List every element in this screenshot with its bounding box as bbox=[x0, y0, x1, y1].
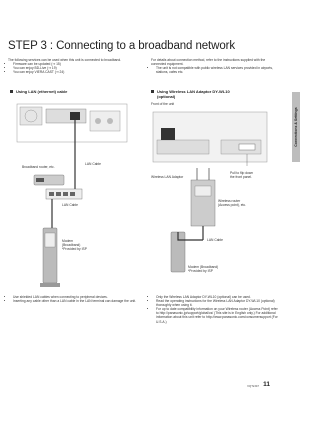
footer-left-notes bbox=[8, 295, 136, 303]
pull-label-2: the front panel. bbox=[230, 175, 252, 179]
router-label: Broadband router, etc. bbox=[22, 165, 55, 169]
intro-right-bullet: • The unit is not compatible with public wireless LAN services provided in airports, stations, cafes etc. bbox=[156, 66, 279, 74]
wireless-lan-adaptor-device bbox=[161, 128, 175, 140]
intro-left-bullet: • You can enjoy VIERA CAST (⇒ 24) bbox=[13, 70, 136, 74]
section-lan-heading-text: Using LAN (ethernet) cable bbox=[16, 89, 68, 94]
front-of-unit-label: Front of the unit bbox=[151, 102, 175, 106]
section-bullet-icon bbox=[151, 90, 154, 93]
section-wireless-heading-text: Using Wireless LAN Adaptor DY-WL10 bbox=[157, 89, 230, 94]
footer-right-note: • For up to date compatibility information on your Wireless router (Access Point) refer to http://panasonic.jp/support/global/cs/ (This site is in English only.) For additional information about this unit refer to http://www.panasonic.com/consumersupport (For U.S.A.) bbox=[156, 307, 279, 323]
wireless-adaptor-label: Wireless LAN Adaptor bbox=[151, 175, 184, 179]
footer-right-notes bbox=[151, 295, 279, 324]
modem-label: Modem bbox=[62, 239, 73, 243]
section-lan-heading bbox=[10, 90, 67, 95]
section-wireless-heading bbox=[151, 90, 230, 99]
page-number: 11 bbox=[263, 381, 270, 388]
page-code: VQT2J47 bbox=[247, 384, 259, 388]
section-bullet-icon bbox=[10, 90, 13, 93]
lan-cable-top-label: LAN Cable bbox=[85, 162, 101, 166]
pull-label: Pull to flip down bbox=[230, 171, 254, 175]
intro-left bbox=[8, 58, 136, 74]
modem-sub-label: (Broadband) bbox=[62, 243, 81, 247]
sidebar-label: Connections & Settings bbox=[294, 107, 298, 147]
wireless-connection-diagram bbox=[151, 110, 269, 275]
footer-right-note: • Only the Wireless LAN Adaptor DY-WL10 (optional) can be used. bbox=[156, 295, 279, 299]
modem-isp-label: *Provided by ISP bbox=[62, 247, 87, 251]
rear-panel-fan bbox=[20, 107, 42, 125]
footer-right-note: • Read the operating instructions for the Wireless LAN Adaptor DY-WL10 (optional) thoroughly when using it. bbox=[156, 299, 279, 307]
intro-right-text: For details about connection method, refer to the instructions supplied with the connected equipment. bbox=[151, 58, 266, 67]
footer-left-note: • Use shielded LAN cables when connecting to peripheral devices. bbox=[13, 295, 136, 299]
section-sidebar-tab bbox=[292, 92, 300, 162]
lan-connection-diagram bbox=[16, 103, 128, 293]
intro-right-bullets bbox=[151, 66, 279, 74]
intro-left-bullet: • You can enjoy BD-Live (⇒ 19) bbox=[13, 66, 136, 70]
wireless-modem-label: Modem (Broadband) bbox=[188, 265, 219, 269]
wireless-router-label: Wireless router bbox=[218, 199, 241, 203]
lan-cable-bottom-label: LAN Cable bbox=[62, 203, 78, 207]
lan-terminal bbox=[70, 112, 80, 120]
intro-right bbox=[151, 58, 279, 74]
section-wireless-heading-sub: (optional) bbox=[157, 93, 176, 99]
intro-left-bullets bbox=[8, 62, 136, 74]
intro-left-text: The following services can be used when this unit is connected to broadband. bbox=[8, 58, 122, 62]
intro-left-bullet: • Firmware can be updated (⇒ 15) bbox=[13, 62, 136, 66]
wireless-lan-cable-label: LAN Cable bbox=[207, 238, 223, 242]
wireless-router-label-2: (Access point), etc. bbox=[218, 203, 247, 207]
footer-left-note: • Inserting any cable other than a LAN cable in the LAN terminal can damage the unit. bbox=[13, 299, 136, 303]
page-title: STEP 3 : Connecting to a broadband network bbox=[8, 40, 236, 52]
wireless-modem-isp-label: *Provided by ISP bbox=[188, 269, 213, 273]
